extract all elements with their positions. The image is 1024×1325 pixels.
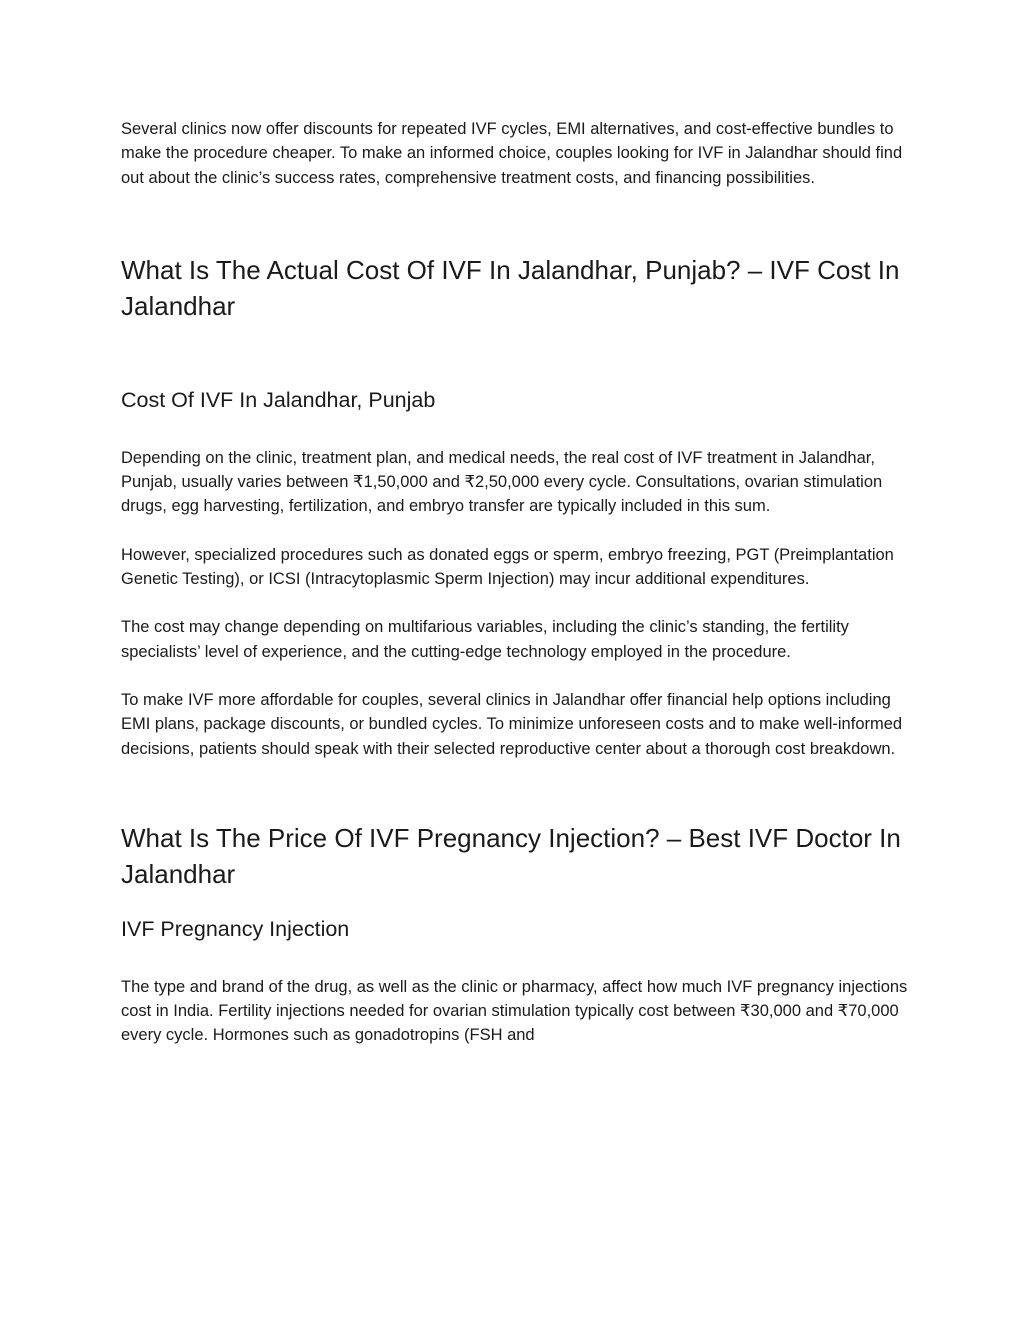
section-2-paragraph: The type and brand of the drug, as well as the clinic or pharmacy, affect how much IVF pregnancy injections cost in India. Fertility injections needed for ovarian stimulation typically cost between ₹30,000 and ₹70,000 every cycle. Hormones such as gonadotropins (FSH and <box>121 977 908 1045</box>
intro-paragraph: Several clinics now offer discounts for repeated IVF cycles, EMI alternatives, and cost-effective bundles to make the procedure cheaper. To make an informed choice, couples looking for IVF in Jalandhar should find out about the clinic’s success rates, comprehensive treatment costs, and financing possibilities. <box>121 120 903 187</box>
section-1-subheading: Cost Of IVF In Jalandhar, Punjab <box>121 387 436 412</box>
section-1-paragraph: The cost may change depending on multifarious variables, including the clinic’s standing, the fertility specialists’ level of experience, and the cutting-edge technology employed in the procedure. <box>121 618 849 661</box>
section-1-paragraph: Depending on the clinic, treatment plan, and medical needs, the real cost of IVF treatment in Jalandhar, Punjab, usually varies between ₹1,50,000 and ₹2,50,000 every cycle. Consultations, ovarian stimulation drugs, egg harvesting, fertilization, and embryo transfer are typically included in this sum. <box>121 448 883 516</box>
section-1-heading: What Is The Actual Cost Of IVF In Jalandhar, Punjab? – IVF Cost In Jalandhar <box>121 254 900 321</box>
section-2-heading: What Is The Price Of IVF Pregnancy Injection? – Best IVF Doctor In Jalandhar <box>121 822 901 889</box>
section-2-subheading: IVF Pregnancy Injection <box>121 916 350 941</box>
section-1-paragraph: However, specialized procedures such as donated eggs or sperm, embryo freezing, PGT (Preimplantation Genetic Testing), or ICSI (Intracytoplasmic Sperm Injection) may incur additional expenditures. <box>121 545 894 589</box>
section-1-paragraph: To make IVF more affordable for couples, several clinics in Jalandhar offer financial help options including EMI plans, package discounts, or bundled cycles. To minimize unforeseen costs and to make well-informed decisions, patients should speak with their selected reproductive center about a thorough cost breakdown. <box>121 690 903 758</box>
document-page <box>121 117 911 1048</box>
